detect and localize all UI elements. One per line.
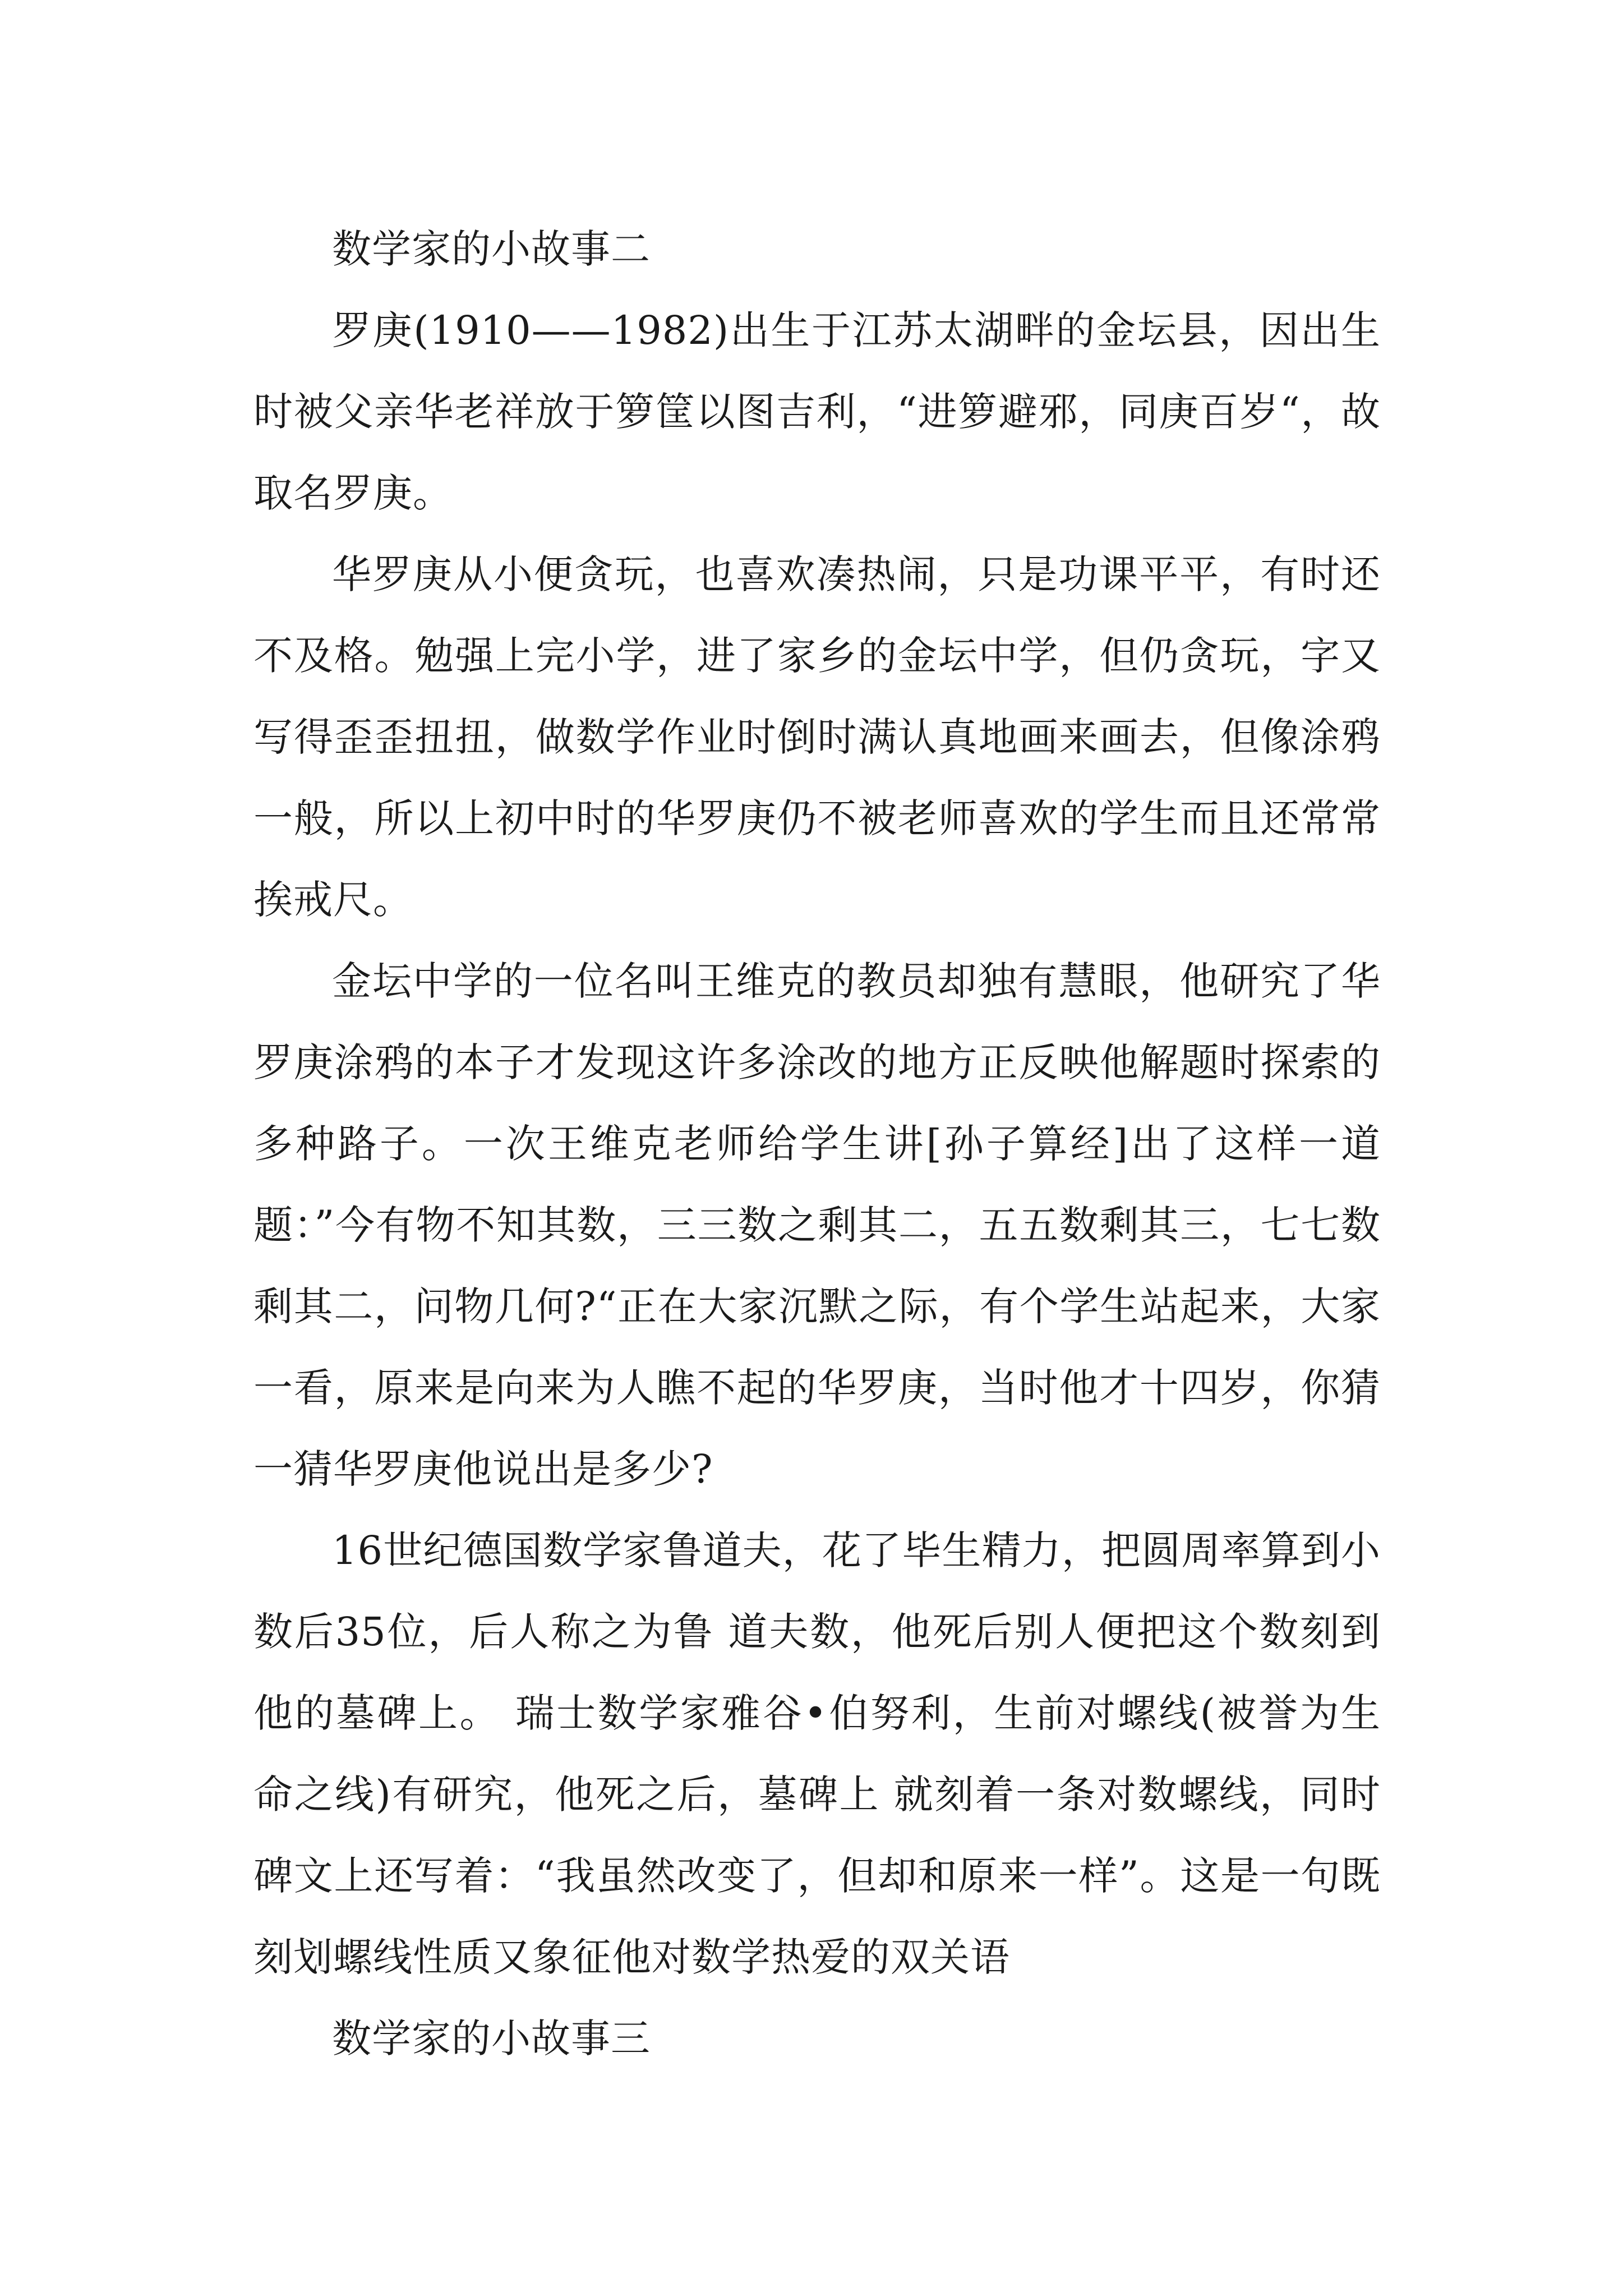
section-heading-story-2: 数学家的小故事二 — [332, 226, 651, 272]
paragraph-hua-luogeng-birth: 罗庚(1910——1982)出生于江苏太湖畔的金坛县，因出生时被父亲华老祥放于箩筐以图吉利，“进箩避邪，同庚百岁“，故取名罗庚。 — [253, 307, 1381, 516]
section-heading-story-3: 数学家的小故事三 — [332, 2016, 651, 2062]
paragraph-wang-weike-problem: 金坛中学的一位名叫王维克的教员却独有慧眼，他研究了华罗庚涂鸦的本子才发现这许多涂改的地方正反映他解题时探索的多种路子。一次王维克老师给学生讲[孙子算经]出了这样一道题：”今有物不知其数，三三数之剩其二，五五数剩其三，七七数剩其二，问物几何?“正在大家沉默之际，有个学生站起来，大家一看，原来是向来为人瞧不起的华罗庚，当时他才十四岁，你猜一猜华罗庚他说出是多少? — [253, 958, 1381, 1492]
paragraph-hua-luogeng-childhood: 华罗庚从小便贪玩，也喜欢凑热闹，只是功课平平，有时还不及格。勉强上完小学，进了家乡的金坛中学，但仍贪玩，字又写得歪歪扭扭，做数学作业时倒时满认真地画来画去，但像涂鸦一般，所以上初中时的华罗庚仍不被老师喜欢的学生而且还常常挨戒尺。 — [253, 551, 1381, 923]
paragraph-mathematician-tombstones: 16世纪德国数学家鲁道夫，花了毕生精力，把圆周率算到小数后35位，后人称之为鲁 道夫数，他死后别人便把这个数刻到他的墓碑上。 瑞士数学家雅谷•伯努利，生前对螺线(被誉为生命之线)有研究，他死之后，墓碑上 就刻着一条对数螺线，同时碑文上还写着：“我虽然改变了，但却和原来一样”。这是一句既刻划螺线性质又象征他对数学热爱的双关语 — [253, 1527, 1381, 1980]
document-body — [253, 209, 1381, 2079]
